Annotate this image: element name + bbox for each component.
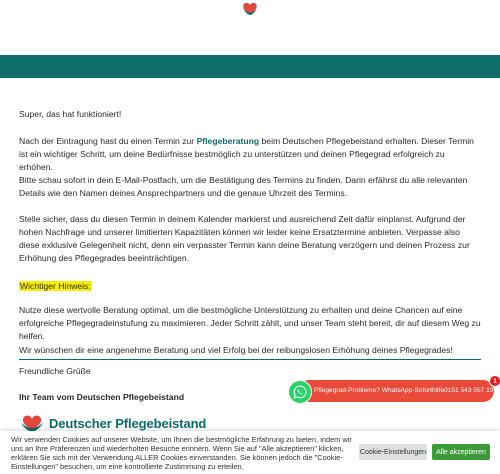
paragraph-appointment	[19, 135, 479, 174]
notification-badge: 1	[489, 375, 500, 387]
paragraph-calendar: Stelle sicher, dass du diesen Termin in deinem Kalender markierst und ausreichend Zeit dafür einplanst. Aufgrund der hohen Nachfrage und unserer limitierten Kapazitäten können wir leider keine Ersatztermine anbieten. Verpasse also diese exklusive Gelegenheit nicht, denn ein verpasster Termin kann deine Beratung verzögern und deinen Prozess zur Erhöhung des Pflegegrades beeinträchtigen.	[19, 214, 470, 263]
whatsapp-phone: 0151 543 057 19	[444, 387, 494, 394]
success-message: Super, das hat funktioniert!	[19, 109, 122, 119]
paragraph-wishes: Wir wünschen dir eine angenehme Beratung und viel Erfolg bei der reibungslosen Erhöhung deines Pflegegrades!	[19, 345, 453, 355]
brand-name: Deutscher Pflegebeistand	[49, 415, 207, 431]
header-bar	[0, 55, 500, 78]
important-hint-label: Wichtiger Hinweis:	[20, 281, 91, 291]
cookie-text: Wir verwenden Cookies auf unserer Website, um Ihnen die bestmögliche Erfahrung zu bieten, indem wir uns an Ihre Präferenzen und wiederholten Besuche erinnern. Wenn Sie auf "Alle akzeptieren" klicken, erklären Sie sich mit der Verwendung ALLER Cookies einverstanden. Sie können jedoch die "Cookie-Einstellungen" besuchen, um eine kontrollierte Zustimmung zu erteilen.	[11, 435, 352, 472]
heart-hands-logo-icon	[19, 413, 45, 433]
cookie-settings-button[interactable]: Cookie-Einstellungen	[359, 444, 427, 460]
team-signature: Ihr Team vom Deutschen Pflegebeistand	[19, 392, 185, 402]
paragraph-email: Bitte schau sofort in dein E-Mail-Postfach, um die Bestätigung des Termins zu finden. Darin erfährst du alle relevanten Details wie den Namen deines Ansprechpartners und die genaue Uhrzeit des Termins.	[19, 175, 468, 198]
paragraph-advice: Nutze diese wertvolle Beratung optimal, um die bestmögliche Unterstützung zu erhalten und deine Chancen auf eine erfolgreiche Pflegegradeinstufung zu maximieren. Jeder Schritt zählt, und unser Team steht bereit, dir auf diesem Weg zu helfen.	[19, 305, 481, 341]
whatsapp-glyph-icon	[293, 385, 307, 399]
cookie-banner	[0, 431, 500, 474]
paragraph-text: beim Deutschen Pflegebeistand erhalten. Dieser Termin ist ein wichtiger Schritt, um deine Bedürfnisse bestmöglich zu unterstützen und deinen Pflegegrad erfolgreich zu erhöhen.	[19, 136, 474, 172]
divider	[19, 359, 481, 360]
paragraph-text: Nach der Eintragung hast du einen Termin zur	[19, 136, 197, 146]
pflegeberatung-link[interactable]: Pflegeberatung	[196, 136, 260, 146]
accept-all-button[interactable]: Alle akzeptieren	[432, 444, 490, 460]
greeting: Freundliche Grüße	[19, 366, 91, 376]
whatsapp-icon[interactable]	[288, 380, 312, 404]
whatsapp-label: Pflegegrad-Probleme? WhatsApp-Soforthilfe	[314, 387, 445, 394]
top-logo-icon[interactable]	[240, 0, 260, 16]
important-hint	[19, 280, 92, 293]
whatsapp-help-button[interactable]	[298, 380, 494, 402]
